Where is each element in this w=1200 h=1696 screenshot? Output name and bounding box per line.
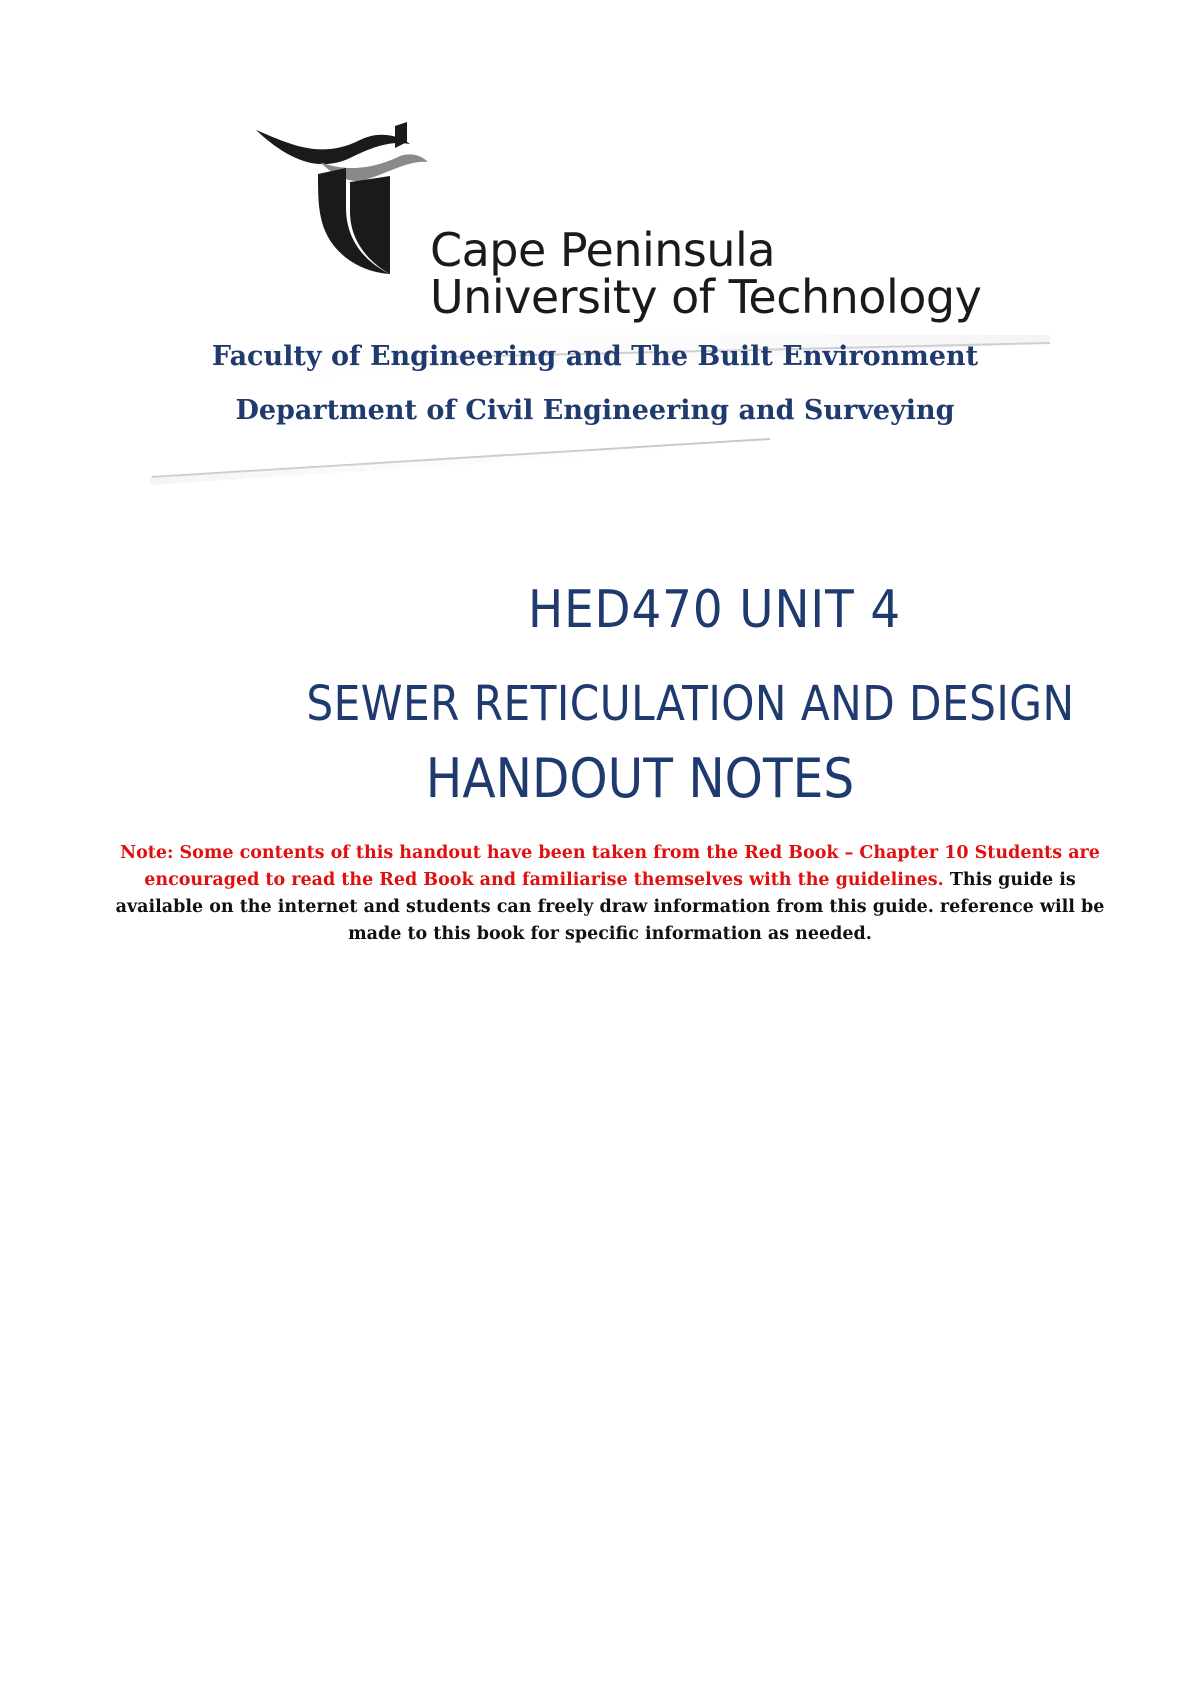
note-red-text: Note: Some contents of this handout have been taken from the Red Book – Chapter 10 Students are encouraged to read the Red Book and familiarise themselves with the guidelines.	[120, 843, 1100, 890]
university-logo	[250, 122, 982, 342]
handout-title	[0, 747, 1200, 810]
faculty-name: Faculty of Engineering and The Built Environment	[211, 341, 979, 372]
note-black-text: This guide is available on the internet and students can freely draw information from this guide. reference will be made to this book for specific information as needed.	[115, 870, 1105, 944]
logo-wordmark	[430, 223, 982, 324]
handout-title-text: HANDOUT NOTES	[425, 747, 855, 810]
unit-title: HED470 UNIT 4	[528, 580, 902, 640]
faculty-banner	[150, 335, 1050, 485]
subject-title-text: SEWER RETICULATION AND DESIGN	[305, 676, 1075, 732]
department-name: Department of Civil Engineering and Surveying	[235, 395, 955, 426]
note-paragraph	[110, 840, 1110, 948]
cput-logo-icon	[250, 122, 430, 292]
logo-line-1: Cape Peninsula	[430, 223, 776, 277]
subject-title	[0, 676, 1200, 732]
logo-line-2: University of Technology	[430, 269, 982, 324]
